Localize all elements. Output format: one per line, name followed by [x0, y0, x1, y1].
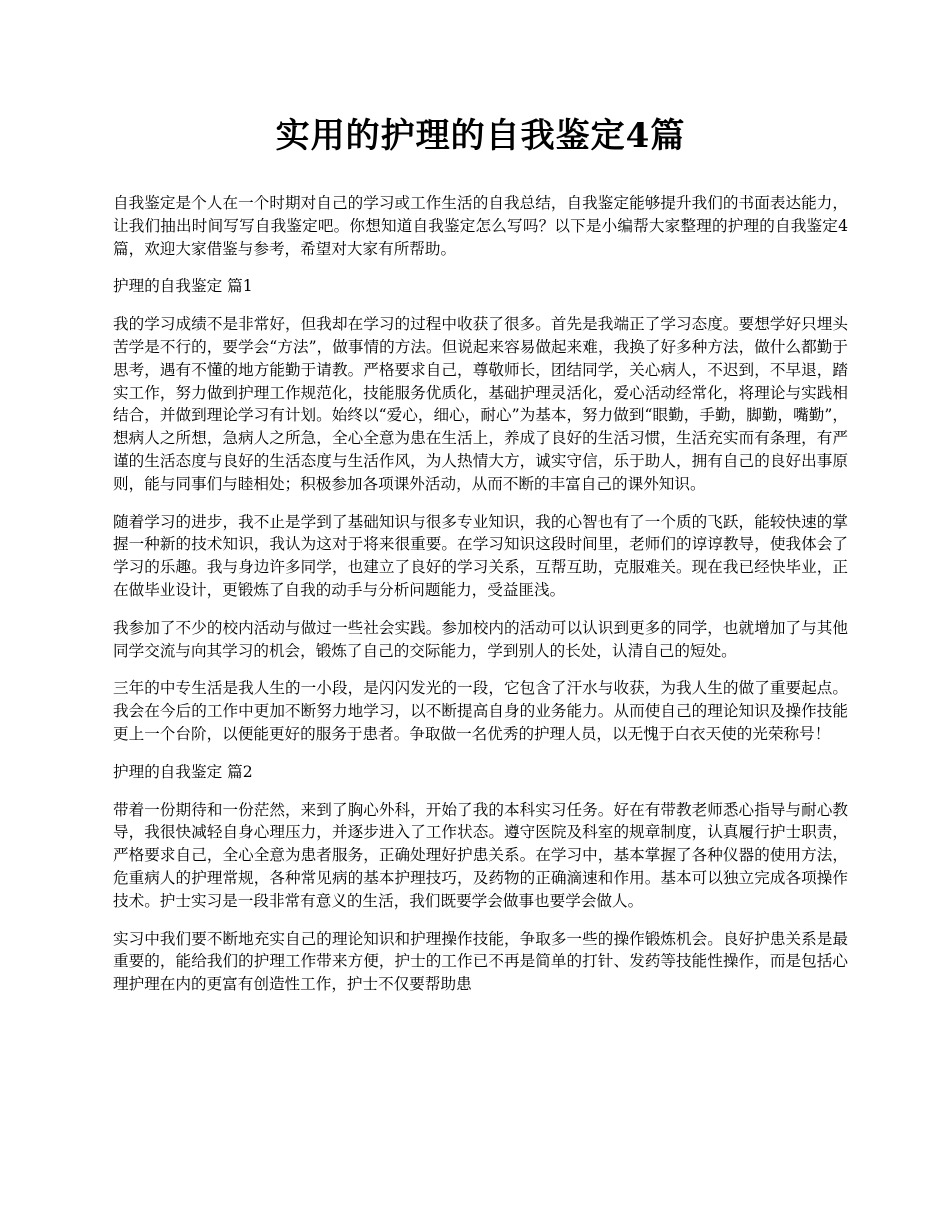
- section2-paragraph-2: 实习中我们要不断地充实自己的理论知识和护理操作技能，争取多一些的操作锻炼机会。良好护患关系是最重要的，能给我们的护理工作带来方便，护士的工作已不再是简单的打针、发药等技能性操作，而是包括心理护理在内的更富有创造性工作，护士不仅要帮助患: [113, 929, 848, 994]
- section-heading-2: 护理的自我鉴定 篇2: [113, 762, 253, 781]
- section-heading-1: 护理的自我鉴定 篇1: [113, 277, 253, 296]
- section1-paragraph-4: 三年的中专生活是我人生的一小段，是闪闪发光的一段，它包含了汗水与收获，为我人生的做了重要起点。我会在今后的工作中更加不断努力地学习，以不断提高自身的业务能力。从而使自己的理论知识及操作技能更上一个台阶，以便能更好的服务于患者。争取做一名优秀的护理人员，以无愧于白衣天使的光荣称号！: [113, 679, 848, 743]
- document-page: [113, 112, 848, 1011]
- section1-paragraph-2: 随着学习的进步，我不止是学到了基础知识与很多专业知识，我的心智也有了一个质的飞跃，能较快速的掌握一种新的技术知识，我认为这对于将来很重要。在学习知识这段时间里，老师们的谆谆教导，使我体会了学习的乐趣。我与身边许多同学，也建立了良好的学习关系，互帮互助，克服难关。现在我已经快毕业，正在做毕业设计，更锻炼了自我的动手与分析问题能力，受益匪浅。: [113, 512, 848, 599]
- section2-paragraph-1: 带着一份期待和一份茫然，来到了胸心外科，开始了我的本科实习任务。好在有带教老师悉心指导与耐心教导，我很快减轻自身心理压力，并逐步进入了工作状态。遵守医院及科室的规章制度，认真履行护士职责，严格要求自己，全心全意为患者服务，正确处理好护患关系。在学习中，基本掌握了各种仪器的使用方法，危重病人的护理常规，各种常见病的基本护理技巧，及药物的正确滴速和作用。基本可以独立完成各项操作技术。护士实习是一段非常有意义的生活，我们既要学会做事也要学会做人。: [113, 800, 848, 910]
- intro-paragraph: 自我鉴定是个人在一个时期对自己的学习或工作生活的自我总结，自我鉴定能够提升我们的书面表达能力，让我们抽出时间写写自我鉴定吧。你想知道自我鉴定怎么写吗？以下是小编帮大家整理的护理的自我鉴定4篇，欢迎大家借鉴与参考，希望对大家有所帮助。: [113, 194, 848, 258]
- section1-paragraph-1: 我的学习成绩不是非常好，但我却在学习的过程中收获了很多。首先是我端正了学习态度。要想学好只埋头苦学是不行的，要学会“方法”，做事情的方法。但说起来容易做起来难，我换了好多种方法，做什么都勤于思考，遇有不懂的地方能勤于请教。严格要求自己，尊敬师长，团结同学，关心病人，不迟到，不早退，踏实工作，努力做到护理工作规范化，技能服务优质化，基础护理灵活化，爱心活动经常化，将理论与实践相结合，并做到理论学习有计划。始终以“爱心，细心，耐心”为基本，努力做到“眼勤，手勤，脚勤，嘴勤”，想病人之所想，急病人之所急，全心全意为患在生活上，养成了良好的生活习惯，生活充实而有条理，有严谨的生活态度与良好的生活态度与生活作风，为人热情大方，诚实守信，乐于助人，拥有自己的良好出事原则，能与同事们与睦相处；积极参加各项课外活动，从而不断的丰富自己的课外知识。: [113, 315, 848, 493]
- document-title: 实用的护理的自我鉴定4篇: [275, 116, 686, 156]
- section1-paragraph-3: 我参加了不少的校内活动与做过一些社会实践。参加校内的活动可以认识到更多的同学，也就增加了与其他同学交流与向其学习的机会，锻炼了自己的交际能力，学到别人的长处，认清自己的短处。: [113, 618, 848, 660]
